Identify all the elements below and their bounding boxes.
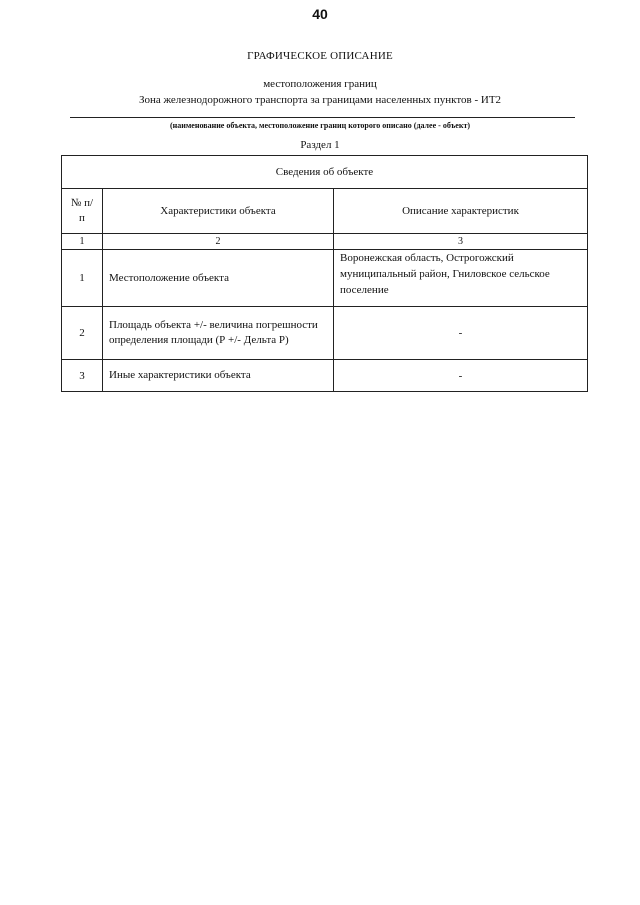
row-number: 1 bbox=[62, 250, 103, 307]
row-characteristic: Площадь объекта +/- величина погрешности определения площади (Р +/- Дельта Р) bbox=[103, 307, 334, 360]
row-description: - bbox=[334, 360, 588, 392]
table-title-row bbox=[62, 156, 588, 189]
column-number-1: 1 bbox=[62, 234, 103, 250]
document-subtitle-line1: местоположения границ bbox=[263, 78, 377, 90]
column-number-2: 2 bbox=[103, 234, 334, 250]
document-title: ГРАФИЧЕСКОЕ ОПИСАНИЕ bbox=[247, 50, 393, 62]
column-number-row bbox=[62, 234, 588, 250]
table-row bbox=[62, 360, 588, 392]
column-header-description: Описание характеристик bbox=[334, 189, 588, 234]
row-description: - bbox=[334, 307, 588, 360]
column-number-3: 3 bbox=[334, 234, 588, 250]
column-header-characteristic: Характеристики объекта bbox=[103, 189, 334, 234]
document-subtitle-line2: Зона железнодорожного транспорта за границами населенных пунктов - ИТ2 bbox=[138, 94, 502, 106]
row-characteristic: Местоположение объекта bbox=[103, 250, 334, 307]
object-info-table bbox=[61, 155, 588, 392]
row-characteristic: Иные характеристики объекта bbox=[103, 360, 334, 392]
row-number: 2 bbox=[62, 307, 103, 360]
object-caption: (наименование объекта, местоположение границ которого описано (далее - объект) bbox=[169, 121, 471, 130]
row-description: Воронежская область, Острогожский муниципальный район, Гниловское сельское поселение bbox=[334, 250, 588, 307]
section-label: Раздел 1 bbox=[300, 139, 340, 151]
table-row bbox=[62, 250, 588, 307]
column-header-number: № п/п bbox=[62, 189, 103, 234]
table-header-row bbox=[62, 189, 588, 234]
row-number: 3 bbox=[62, 360, 103, 392]
title-underline bbox=[70, 117, 575, 118]
page-number: 40 bbox=[312, 6, 328, 22]
table-row bbox=[62, 307, 588, 360]
table-title: Сведения об объекте bbox=[62, 156, 588, 189]
